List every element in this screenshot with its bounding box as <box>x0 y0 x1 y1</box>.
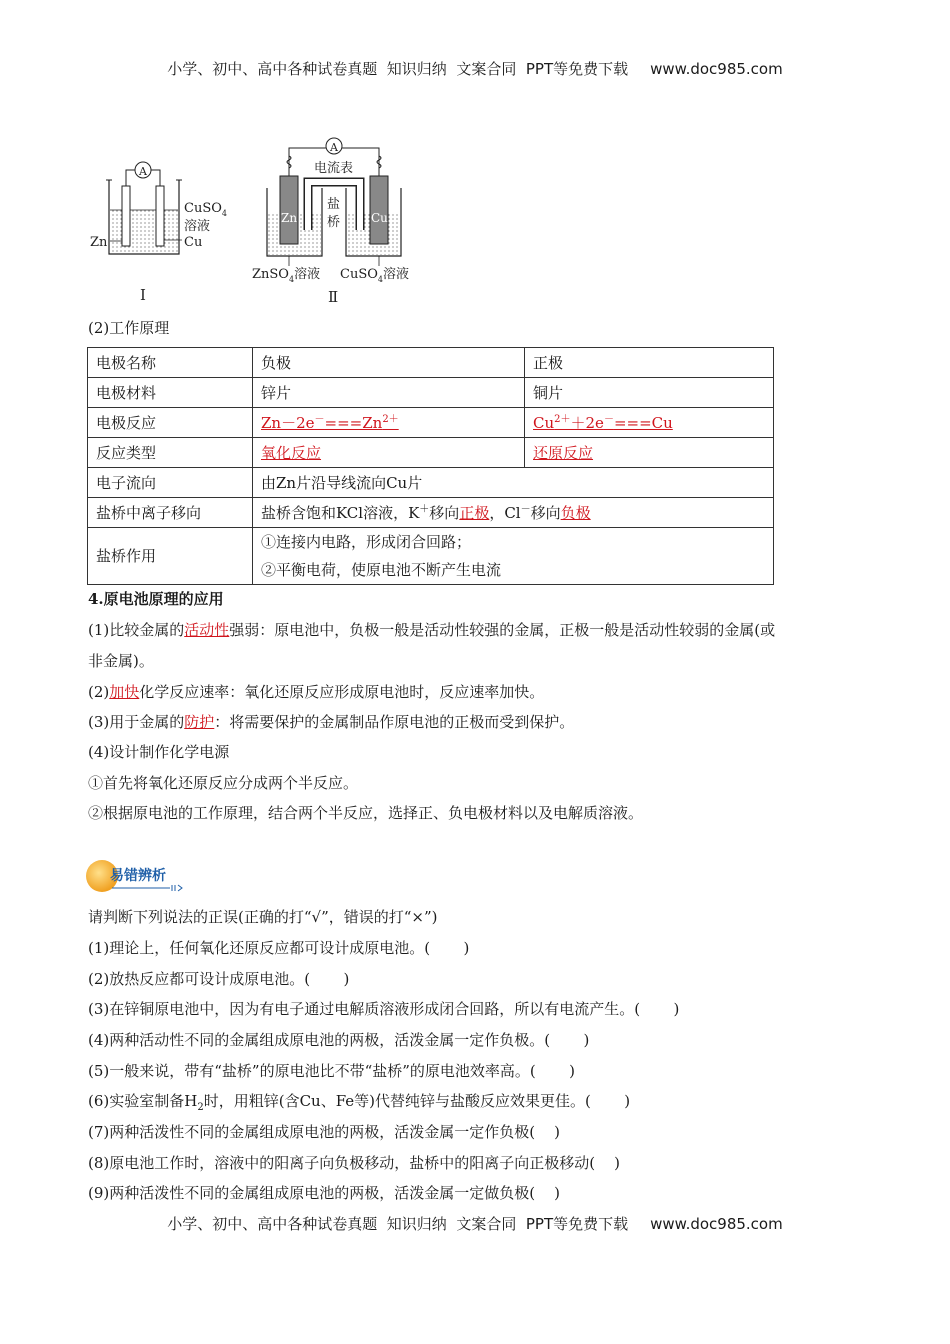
table-row <box>88 378 774 408</box>
cell-negative: 负极 <box>253 348 525 378</box>
cell-positive: 正极 <box>525 348 774 378</box>
ammeter-two-label: A <box>330 141 338 154</box>
application-item-4: (4)设计制作化学电源 <box>88 743 230 761</box>
ammeter-one-label: A <box>139 165 147 178</box>
row-header: 电子流向 <box>88 468 253 498</box>
galvanic-cell-figure <box>84 130 434 312</box>
svg-text:CuSO4溶液: CuSO$_4$溶液 <box>340 267 409 284</box>
application-item-3: (3)用于金属的防护：将需要保护的金属制品作原电池的正极而受到保护。 <box>88 713 575 731</box>
fig1-solution-word: 溶液 <box>184 219 211 234</box>
fig2-cu-label: Cu <box>371 211 388 225</box>
row-header: 电极材料 <box>88 378 253 408</box>
cell-two <box>252 138 409 306</box>
table-row <box>88 498 774 528</box>
cell-positive: 铜片 <box>525 378 774 408</box>
error-analysis-badge <box>86 856 196 896</box>
fig2-caption: Ⅱ <box>328 288 339 306</box>
working-principle-table <box>87 347 774 585</box>
table-row <box>88 528 774 585</box>
row-header: 盐桥作用 <box>88 528 253 585</box>
application-step-1: ①首先将氧化还原反应分成两个半反应。 <box>88 774 359 792</box>
fig2-zn-label: Zn <box>281 211 298 225</box>
fig1-zn-label: Zn <box>90 235 108 250</box>
header-site[interactable]: www.doc985.com <box>650 60 783 78</box>
cell-electron-flow: 由Zn片沿导线流向Cu片 <box>253 468 774 498</box>
section-2-title: (2)工作原理 <box>88 319 170 337</box>
row-header: 反应类型 <box>88 438 253 468</box>
footer-text: 小学、初中、高中各种试卷真题 知识归纳 文案合同 PPT等免费下载 <box>167 1215 629 1233</box>
badge-label: 易错辨析 <box>110 868 166 884</box>
table-row <box>88 348 774 378</box>
judge-question-6: (6)实验室制备$H_2$时，用粗锌(含Cu、Fe等)代替纯锌与盐酸反应效果更佳。( ) <box>88 1092 631 1113</box>
cell-negative: 氧化反应 <box>253 438 525 468</box>
section-4-title: 4.原电池原理的应用 <box>88 590 224 608</box>
cell-ion-migration: 盐桥含饱和KCl溶液，K＋移向正极，Cl－移向负极 <box>253 498 774 528</box>
fig1-cu-label: Cu <box>184 235 203 250</box>
application-item-2: (2)加快化学反应速率：氧化还原反应形成原电池时，反应速率加快。 <box>88 683 545 701</box>
judge-intro: 请判断下列说法的正误(正确的打“√”，错误的打“×”) <box>88 908 438 926</box>
judge-question-7: (7)两种活泼性不同的金属组成原电池的两极，活泼金属一定作负极( ) <box>88 1123 561 1141</box>
fig1-caption: Ⅰ <box>140 286 146 304</box>
judge-question-9: (9)两种活泼性不同的金属组成原电池的两极，活泼金属一定做负极( ) <box>88 1184 561 1202</box>
row-header: 盐桥中离子移向 <box>88 498 253 528</box>
fig2-bridge-char1: 盐 <box>327 197 341 212</box>
svg-text:ZnSO4溶液: ZnSO$_4$溶液 <box>252 267 321 284</box>
page-header <box>0 58 950 79</box>
judge-question-5: (5)一般来说，带有“盐桥”的原电池比不带“盐桥”的原电池效率高。( ) <box>88 1062 576 1080</box>
cell-one <box>90 162 227 304</box>
judge-question-2: (2)放热反应都可设计成原电池。( ) <box>88 970 350 988</box>
judge-question-3: (3)在锌铜原电池中，因为有电子通过电解质溶液形成闭合回路，所以有电流产生。( ) <box>88 1000 680 1018</box>
cell-positive-reaction: $Cu^{2+}+2e^-===Cu$ <box>525 408 774 438</box>
judge-question-4: (4)两种活动性不同的金属组成原电池的两极，活泼金属一定作负极。( ) <box>88 1031 590 1049</box>
cell-bridge-function: ①连接内电路，形成闭合回路； ②平衡电荷，使原电池不断产生电流 <box>253 528 774 585</box>
row-header: 电极反应 <box>88 408 253 438</box>
application-item-1: (1)比较金属的活动性强弱：原电池中，负极一般是活动性较强的金属，正极一般是活动性较弱的金属(或 <box>88 621 776 639</box>
fig2-meter-label: 电流表 <box>314 161 354 176</box>
judge-question-1: (1)理论上，任何氧化还原反应都可设计成原电池。( ) <box>88 939 470 957</box>
judge-question-8: (8)原电池工作时，溶液中的阳离子向负极移动，盐桥中的阳离子向正极移动( ) <box>88 1154 621 1172</box>
header-text: 小学、初中、高中各种试卷真题 知识归纳 文案合同 PPT等免费下载 <box>167 60 629 78</box>
table-row <box>88 438 774 468</box>
row-header: 电极名称 <box>88 348 253 378</box>
application-step-2: ②根据原电池的工作原理，结合两个半反应，选择正、负电极材料以及电解质溶液。 <box>88 804 644 822</box>
page-footer <box>0 1213 950 1234</box>
footer-site[interactable]: www.doc985.com <box>650 1215 783 1233</box>
svg-text:CuSO4: CuSO$_4$ <box>184 201 227 218</box>
cell-negative: 锌片 <box>253 378 525 408</box>
cell-positive: 还原反应 <box>525 438 774 468</box>
table-row <box>88 408 774 438</box>
application-item-1-cont: 非金属)。 <box>88 652 154 670</box>
fig2-right-solution: CuSO <box>340 267 378 282</box>
cell-negative-reaction: $Zn-2e^-===Zn^{2+}$ <box>253 408 525 438</box>
fig1-solution: CuSO <box>184 201 222 216</box>
fig2-left-solution: ZnSO <box>252 267 289 282</box>
table-row <box>88 468 774 498</box>
fig2-bridge-char2: 桥 <box>327 215 341 230</box>
